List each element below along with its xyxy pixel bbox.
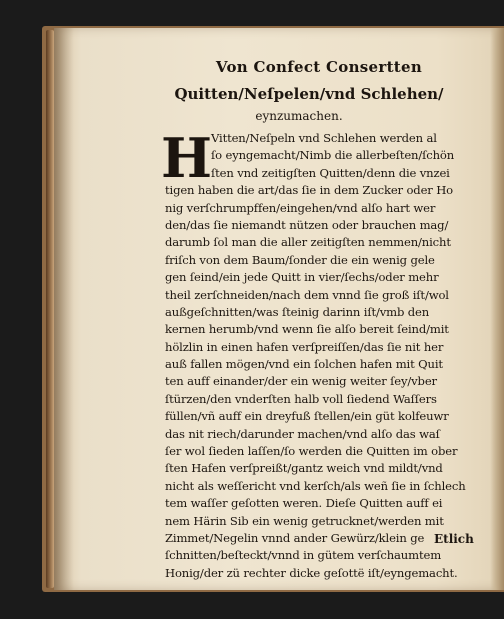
- text-line: Vitten/Neſpeln vnd Schlehen werden al: [211, 131, 437, 145]
- book-cover: [42, 26, 504, 592]
- text-line: ſtürzen/den vnderſten halb voll ſiedend Waſſers: [165, 391, 437, 406]
- text-line: hölzlin in einen hafen verſpreiſſen/das ſie nit her: [165, 339, 444, 354]
- body-text: [165, 130, 504, 582]
- text-line: tem waſſer geſotten weren. Dieſe Quitten auff ei: [165, 496, 443, 511]
- text-line: ſten Hafen verſpreißt/gantz weich vnd mildt/vnd: [165, 461, 443, 476]
- text-line: das nit riech/darunder machen/vnd alſo das waſ: [165, 426, 440, 441]
- text-line: Honig/der zü rechter dicke geſottë iſt/eyngemacht.: [165, 565, 458, 580]
- page-edge: [490, 28, 504, 590]
- text-line: ten auff einander/der ein wenig weiter ſey/vber: [165, 374, 437, 389]
- text-line: ſer wol ſieden laſſen/ſo werden die Quitten im ober: [165, 444, 458, 459]
- text-line: darumb ſol man die aller zeitigſten nemmen/nicht: [165, 235, 451, 250]
- text-line: nicht als weſſericht vnd kerſch/als weñ ſie in ſchlech: [165, 478, 466, 493]
- text-line: kernen herumb/vnd wenn ſie alſo bereit ſeind/mit: [165, 322, 449, 337]
- text-line: ſo eyngemacht/Nimb die allerbeſten/ſchön: [211, 148, 455, 163]
- text-line: tigen haben die art/das ſie in dem Zucker oder Ho: [165, 183, 454, 198]
- decorated-initial: H: [161, 126, 213, 190]
- text-line: auß fallen mögen/vnd ein ſolchen hafen mit Quit: [165, 357, 443, 372]
- text-line: den/das ſie niemandt nützen oder brauchen mag/: [165, 217, 449, 232]
- text-line: theil zerſchneiden/nach dem vnnd ſie groß iſt/wol: [165, 287, 449, 302]
- gutter-shadow: [54, 28, 74, 590]
- text-line: außgeſchnitten/was ſteinig darinn iſt/vmb den: [165, 304, 430, 319]
- text-line: nig verſchrumpffen/eingehen/vnd alſo hart wer: [165, 200, 436, 215]
- page-heading-suffix: eynzumachen.: [255, 109, 343, 123]
- text-line: ſchnitten/beſteckt/vnnd in gütem verſchaumtem: [165, 548, 442, 563]
- catchword: Etlich: [434, 532, 474, 546]
- text-line: friſch von dem Baum/ſonder die ein wenig gele: [165, 252, 435, 267]
- page-heading-title: Von Confect Consertten: [215, 58, 423, 76]
- book-page: [54, 28, 504, 590]
- book-spine-edge: [46, 30, 54, 588]
- text-line: gen ſeind/ein jede Quitt in vier/ſechs/oder mehr: [165, 270, 439, 285]
- text-line: füllen/vñ auff ein dreyfuß ſtellen/ein güt kolfeuwr: [165, 409, 449, 424]
- text-line: ſten vnd zeitigſten Quitten/denn die vnzei: [211, 165, 450, 180]
- page-heading-subtitle: Quitten/Neſpelen/vnd Schlehen/: [174, 85, 444, 103]
- text-line: Zimmet/Negelin vnnd ander Gewürz/klein ge: [165, 530, 425, 545]
- text-line: nem Härin Sib ein wenig getrucknet/werden mit: [165, 513, 444, 528]
